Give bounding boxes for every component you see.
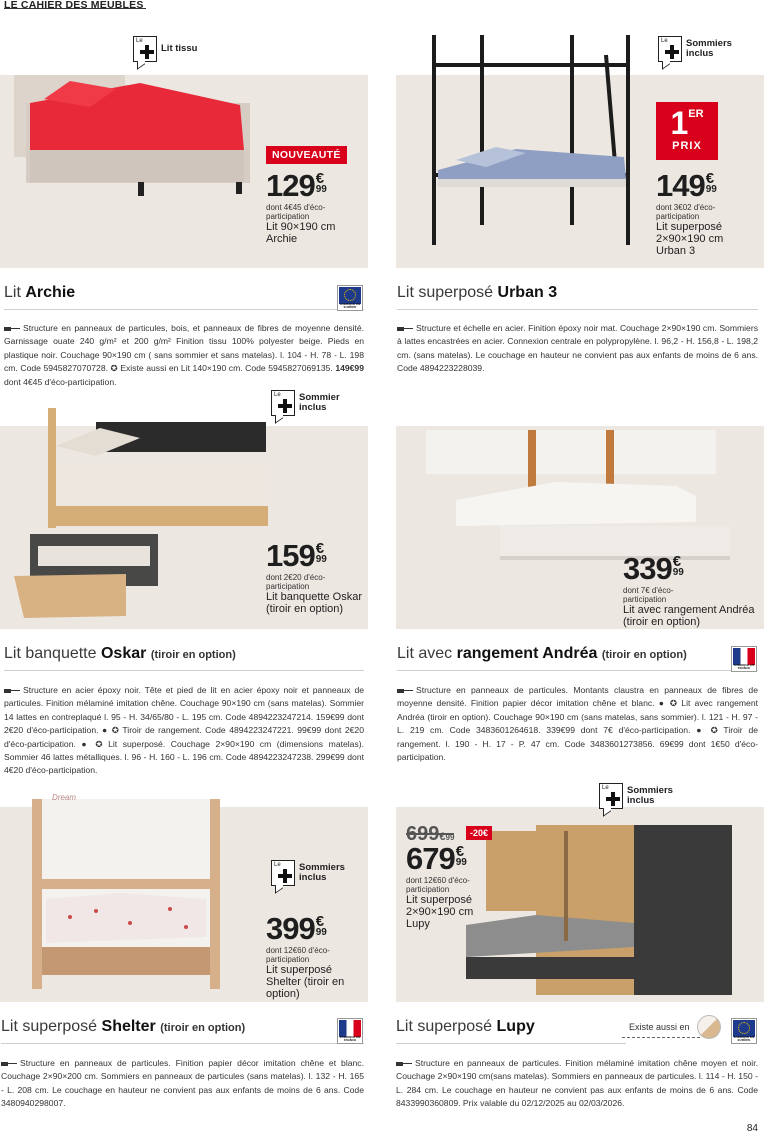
plus-icon: Le bbox=[599, 783, 623, 809]
archie-title: Lit Archie bbox=[4, 284, 76, 301]
price-decimals: 99 bbox=[315, 554, 327, 565]
eco-participation: dont 7€ d'éco-participation bbox=[623, 586, 674, 604]
new-badge: NOUVEAUTÉ bbox=[266, 146, 347, 164]
oskar-description: Structure en acier époxy noir. Tête et pied de lit en acier époxy noir et panneaux de particules. Finition mélaminé imitation chêne. Couchage 90×190 cm (sans matelas). Sommier 14 lattes en contreplaqué l. 95 - H. 34/65/80 - L. 195 cm. Code 4894223247214. 159€99 dont 2€20 d'éco-participation. ● ✪ Tiroir de rangement. Code 4894223247221. 99€99 dont 2€20 d'éco-participation. ● ✪ Lit superposé. Couchage 2×90×190 cm (dimensions matelas). Sommier 46 lattes métalliques. l. 96 - H. 160 - L. 196 cm. Code 4894223247238. 299€99 dont 4€20 d'éco-participation. bbox=[4, 685, 364, 776]
made-in-europe-flag: FABRIQUÉ EN EUROPE bbox=[731, 1018, 757, 1044]
price-decimals: 99 bbox=[672, 567, 684, 578]
oskar-title: Lit banquette Oskar (tiroir en option) bbox=[4, 645, 236, 662]
plus-icon: Le bbox=[658, 36, 682, 62]
page-header bbox=[4, 0, 144, 14]
plus-icon: Le bbox=[271, 390, 295, 416]
currency: € bbox=[672, 553, 682, 570]
price-integer: 149 bbox=[656, 168, 705, 203]
currency: € bbox=[315, 170, 325, 187]
product-short-desc: Lit superposé 2×90×190 cm Urban 3 bbox=[656, 221, 724, 257]
price-integer: 129 bbox=[266, 168, 315, 203]
bullet-dash bbox=[4, 327, 20, 331]
title-divider bbox=[1, 1043, 364, 1044]
archie-price bbox=[266, 170, 366, 245]
lupy-description: Structure en panneaux de particules. Finition mélaminé imitation chêne moyen et noir. Couchage 2×90×190 cm(sans matelas). Sommiers en panneaux de particules. l. 114 - H. 150 - L. 284 cm. Le couchage en hauteur ne convient pas aux enfants de moins de 6 ans. Code 8433990360809. Prix valable du 02/12/2025 au 02/03/2026. bbox=[396, 1058, 758, 1109]
also-available-label: Existe aussi en bbox=[629, 1022, 690, 1032]
product-short-desc: Lit 90×190 cm Archie bbox=[266, 221, 336, 245]
bullet-dash bbox=[397, 689, 413, 693]
currency: € bbox=[315, 913, 325, 930]
made-in-france-flag: FABRIQUÉ EN FRANCE bbox=[731, 646, 757, 672]
oskar-le-plus-label: Sommier inclus bbox=[299, 392, 340, 413]
product-short-desc: Lit avec rangement Andréa (tiroir en option) bbox=[623, 604, 755, 628]
eco-participation: dont 12€60 d'éco-participation bbox=[266, 946, 330, 964]
lupy-price bbox=[406, 843, 496, 930]
shelter-le-plus-label: Sommiers inclus bbox=[299, 862, 345, 883]
page-number: 84 bbox=[746, 1123, 758, 1134]
oskar-le-plus-badge bbox=[271, 390, 347, 416]
price-integer: 679 bbox=[406, 841, 455, 876]
shelter-deco-text: Dream bbox=[52, 793, 77, 802]
eco-participation: dont 4€45 d'éco-participation bbox=[266, 203, 326, 221]
bullet-dash bbox=[4, 689, 20, 693]
archie-le-plus-label: Lit tissu bbox=[161, 43, 198, 54]
old-price-decimals: 99 bbox=[445, 833, 455, 842]
lupy-le-plus-label: Sommiers inclus bbox=[627, 785, 673, 806]
andrea-price bbox=[623, 553, 759, 628]
shelter-title: Lit superposé Shelter (tiroir en option) bbox=[1, 1018, 246, 1035]
product-short-desc: Lit banquette Oskar (tiroir en option) bbox=[266, 591, 363, 615]
eco-participation: dont 3€02 d'éco-participation bbox=[656, 203, 716, 221]
lupy-le-plus-badge bbox=[599, 783, 679, 809]
urban-description: Structure et échelle en acier. Finition époxy noir mat. Couchage 2×90×190 cm. Sommiers à lattes encastrées en acier. Connexion centrale en polypropylène. l. 96,2 - H. 156,8 - L. 198,2 cm. (sans matelas). Le couchage en hauteur ne convient pas aux enfants de moins de 6 ans. Code 4894223228039. bbox=[397, 323, 758, 374]
shelter-description: Structure en panneaux de particules. Finition papier décor imitation chêne et blanc. Couchage 2×90×200 cm. Sommiers en panneaux de particules (sans matelas). l. 132 - H. 165 - L. 208 cm. Le couchage en hauteur ne convient pas aux enfants de moins de 6 ans. Code 3480940298007. bbox=[1, 1058, 364, 1109]
plus-icon: Le bbox=[133, 36, 157, 62]
title-divider bbox=[397, 670, 758, 671]
eco-participation: dont 12€60 d'éco-participation bbox=[406, 876, 470, 894]
header-divider bbox=[4, 8, 146, 9]
shelter-le-plus-badge bbox=[271, 860, 351, 886]
oskar-price bbox=[266, 540, 362, 615]
eco-participation: dont 2€20 d'éco-participation bbox=[266, 573, 326, 591]
plus-icon: Le bbox=[271, 860, 295, 886]
title-divider bbox=[4, 670, 364, 671]
price-decimals: 99 bbox=[455, 857, 467, 868]
andrea-title: Lit avec rangement Andréa (tiroir en option) bbox=[397, 645, 687, 662]
urban-le-plus-label: Sommiers inclus bbox=[686, 38, 732, 59]
urban-le-plus-badge bbox=[658, 36, 738, 62]
price-integer: 339 bbox=[623, 551, 672, 586]
urban-price bbox=[656, 170, 756, 257]
archie-le-plus-badge bbox=[133, 36, 197, 62]
lupy-title: Lit superposé Lupy bbox=[396, 1018, 535, 1035]
bullet-dash bbox=[1, 1062, 17, 1066]
currency: € bbox=[705, 170, 715, 187]
title-divider bbox=[397, 309, 758, 310]
currency: € bbox=[315, 540, 325, 557]
title-divider bbox=[4, 309, 364, 310]
made-in-europe-flag: FABRIQUÉ EN EUROPE bbox=[337, 285, 363, 311]
title-divider bbox=[396, 1043, 626, 1044]
made-in-france-flag: FABRIQUÉ EN FRANCE bbox=[337, 1018, 363, 1044]
bullet-dash bbox=[397, 327, 413, 331]
first-price-badge: 1ER PRIX bbox=[656, 102, 718, 160]
price-decimals: 99 bbox=[315, 927, 327, 938]
color-swatch bbox=[697, 1015, 721, 1039]
section-title: LE CAHIER DES MEUBLES bbox=[4, 0, 144, 11]
price-decimals: 99 bbox=[315, 184, 327, 195]
andrea-description: Structure en panneaux de particules. Montants claustra en panneaux de fibres de moyenne densité. Finition papier décor imitation chêne et blanc. ● ✪ Lit avec rangement Andréa (tiroir en option). Couchage 90×190 cm (sans matelas, sans sommier). l. 121 - H. 97 - L. 219 cm. Code 3483601264618. 339€99 dont 7€ d'éco-participation. ● ✪ Tiroir de rangement. l. 190 - H. 17 - P. 47 cm. Code 3483601273856. 69€99 dont 1€50 d'éco-participation. bbox=[397, 685, 758, 763]
old-price-integer: 699 bbox=[406, 823, 440, 845]
archie-description: Structure en panneaux de particules, bois, et panneaux de fibres de moyenne densité. Garnissage ouate 240 g/m² et 200 g/m² Finition tissu 100% polyester beige. Pieds en plastique noir. Couchage 90×190 cm ( sans sommier et sans matelas). l. 104 - H. 78 - L. 198 cm. Code 5945827070728. ✪ Existe aussi en Lit 140×190 cm. Code 5945827069135. 149€99 dont 4€45 d'éco-participation. bbox=[4, 323, 364, 387]
price-integer: 399 bbox=[266, 911, 315, 946]
price-decimals: 99 bbox=[705, 184, 717, 195]
also-available-dashed-line bbox=[622, 1037, 700, 1038]
bullet-dash bbox=[396, 1062, 412, 1066]
old-currency: € bbox=[439, 831, 446, 843]
product-short-desc: Lit superposé 2×90×190 cm Lupy bbox=[406, 894, 474, 930]
price-integer: 159 bbox=[266, 538, 315, 573]
currency: € bbox=[455, 843, 465, 860]
shelter-price bbox=[266, 913, 362, 1000]
urban-title: Lit superposé Urban 3 bbox=[397, 284, 558, 301]
discount-badge: -20€ bbox=[466, 826, 492, 840]
product-short-desc: Lit superposé Shelter (tiroir en option) bbox=[266, 964, 345, 1000]
